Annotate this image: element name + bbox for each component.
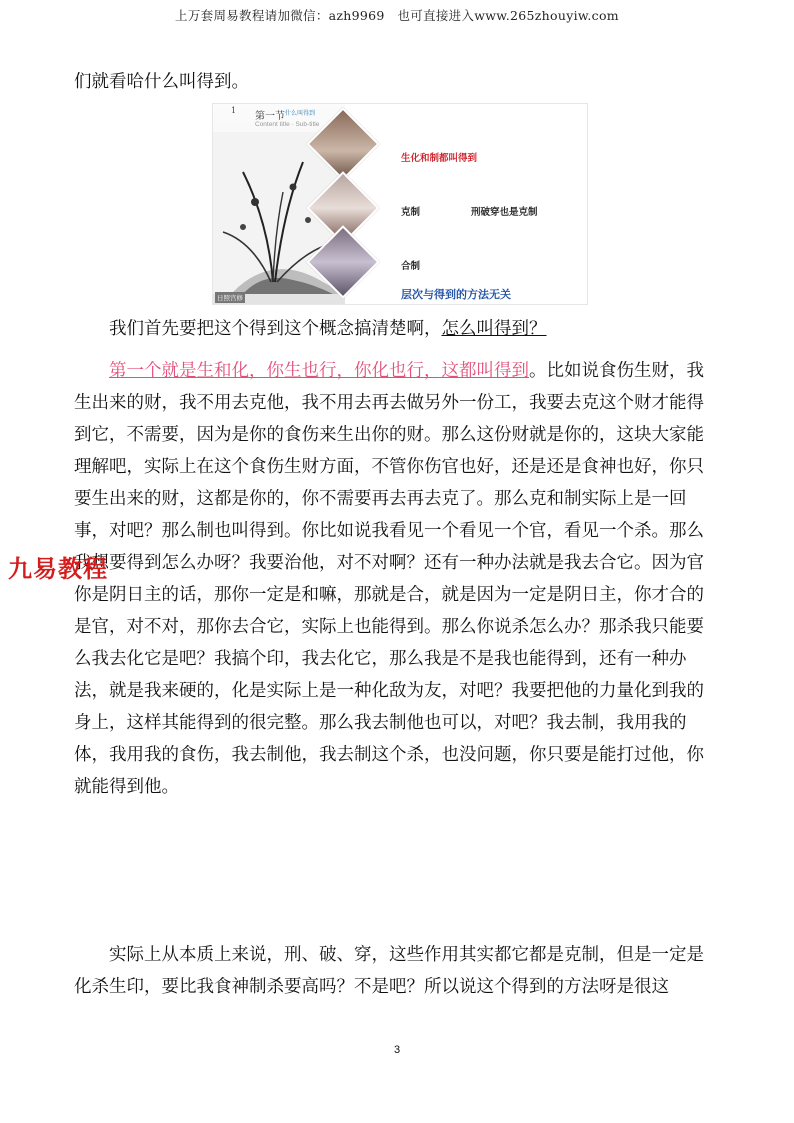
page-header: 上万套周易教程请加微信：azh9969 也可直接进入www.265zhouyiw.com [175,8,619,23]
slide-section-subtitle: 什么叫得到 [285,110,316,117]
slide-section-title: 第一节 [255,111,285,122]
paragraph-3: 实际上从本质上来说，刑、破、穿，这些作用其实都它都是克制，但是一定是化杀生印，要比我食神制杀要高吗？不是吧？所以说这个得到的方法呀是很这 [74,945,704,997]
paragraph-2-highlight: 第一个就是生和化，你生也行，你化也行，这都叫得到 [109,361,529,381]
watermark: 九易教程 [8,555,108,583]
paragraph-1-underlined: 怎么叫得到？ [441,319,547,339]
intro-line: 们就看哈什么叫得到。 [74,72,249,92]
slide-section-english: Content title · Sub-title [255,121,320,128]
paragraph-1 [74,313,720,345]
slide-image [212,103,588,305]
slide-number: 1 [231,106,237,115]
slide-left-label: 日照宫修 [217,294,243,302]
paragraph-2-text: 。比如说食伤生财，我生出来的财，我不用去克他，我不用去再去做另外一份工，我要去克这个财才能得到它，不需要，因为是你的食伤来生出你的财。那么这份财就是你的，这块大家能理解吧，实际上在这个食伤生财方面，不管你伤官也好，还是还是食神也好，你只要生出来的财，这都是你的，你不需要再去再去克了。那么克和制实际上是一回事，对吧？那么制也叫得到。你比如说我看见一个看见一个官，看见一个杀。那么我想要得到怎么办呀？我要治他，对不对啊？还有一种办法就是我去合它。因为官你是阴日主的话，那你一定是和嘛，那就是合，就是因为一定是阴日主，你才合的是官，对不对，那你去合它，实际上也能得到。那么你说杀怎么办？那杀我只能要么我去化它是吧？我搞个印，我去化它，那么我是不是我也能得到，还有一种办法，就是我来硬的，化是实际上是一种化敌为友，对吧？我要把他的力量化到我的身上，这样其能得到的很完整。那么我去制他也可以，对吧？我去制，我用我的体，我用我的食伤，我去制他，我去制这个杀，也没问题，你只要是能打过他，你就能得到他。 [74,361,704,797]
paragraph-1-lead: 我们首先要把这个得到这个概念搞清楚啊， [109,319,442,339]
slide-item-2b: 刑破穿也是克制 [471,207,538,218]
slide-header [213,104,413,134]
slide-item-1: 生化和制都叫得到 [401,153,478,164]
paragraph-2 [74,355,720,803]
slide-item-2a: 克制 [401,207,421,218]
slide-item-4: 层次与得到的方法无关 [401,288,511,301]
slide-item-3: 合制 [401,261,421,272]
page-number: 3 [393,1044,401,1056]
